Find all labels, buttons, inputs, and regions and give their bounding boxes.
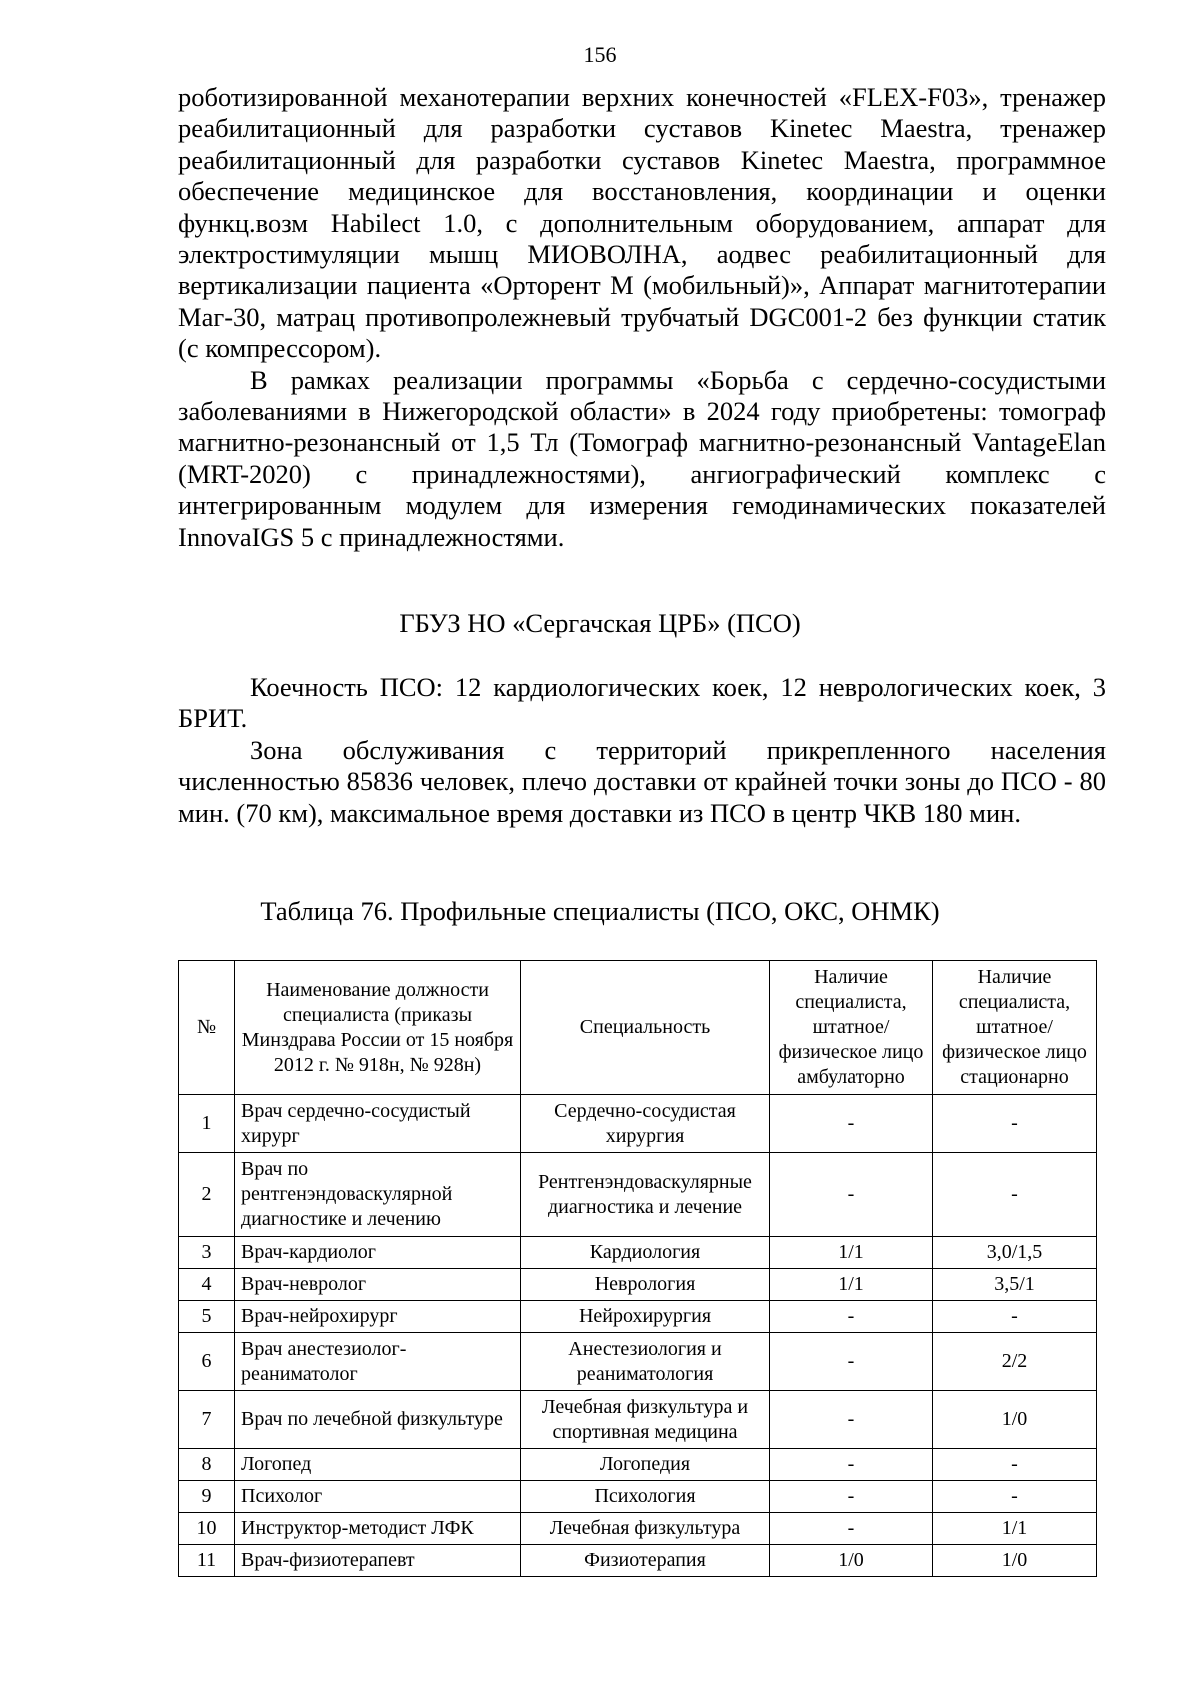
zone-paragraph: Зона обслуживания с территорий прикрепленного населения численностью 85836 человек, плечо доставки от крайней точки зоны до ПСО - 80 мин. (70 км), максимальное время доставки из ПСО в центр ЧКВ 180 мин.: [178, 734, 1106, 828]
row-outpatient: -: [770, 1513, 933, 1545]
intro-section: [178, 82, 1106, 553]
table-row: [179, 1153, 1097, 1237]
row-outpatient: -: [770, 1481, 933, 1513]
row-specialty: Рентгенэндоваскулярные диагностика и лечение: [521, 1153, 770, 1237]
row-position: Врач-невролог: [235, 1269, 521, 1301]
specialists-table: [178, 960, 1097, 1577]
row-position: Врач-физиотерапевт: [235, 1545, 521, 1577]
header-outpatient: Наличие специалиста, штатное/физическое лицо амбулаторно: [770, 961, 933, 1095]
row-position: Логопед: [235, 1449, 521, 1481]
table-header-row: [179, 961, 1097, 1095]
table-caption: Таблица 76. Профильные специалисты (ПСО, ОКС, ОНМК): [260, 896, 940, 926]
row-inpatient: 2/2: [933, 1333, 1097, 1391]
row-position: Врач-нейрохирург: [235, 1301, 521, 1333]
row-outpatient: -: [770, 1449, 933, 1481]
row-position: Инструктор-методист ЛФК: [235, 1513, 521, 1545]
row-outpatient: -: [770, 1333, 933, 1391]
row-specialty: Логопедия: [521, 1449, 770, 1481]
row-specialty: Физиотерапия: [521, 1545, 770, 1577]
row-specialty: Неврология: [521, 1269, 770, 1301]
row-inpatient: -: [933, 1481, 1097, 1513]
row-num: 1: [179, 1095, 235, 1153]
row-inpatient: -: [933, 1095, 1097, 1153]
row-position: Врач анестезиолог-реаниматолог: [235, 1333, 521, 1391]
table-row: [179, 1391, 1097, 1449]
row-outpatient: 1/0: [770, 1545, 933, 1577]
row-outpatient: 1/1: [770, 1269, 933, 1301]
row-num: 3: [179, 1237, 235, 1269]
table-row: [179, 1333, 1097, 1391]
header-specialty: Специальность: [521, 961, 770, 1095]
row-num: 7: [179, 1391, 235, 1449]
row-position: Психолог: [235, 1481, 521, 1513]
row-position: Врач-кардиолог: [235, 1237, 521, 1269]
row-inpatient: -: [933, 1449, 1097, 1481]
table-row: [179, 1269, 1097, 1301]
header-position: Наименование должности специалиста (приказы Минздрава России от 15 ноября 2012 г. № 918н, № 928н): [235, 961, 521, 1095]
org-info-section: [178, 672, 1106, 829]
org-heading: ГБУЗ НО «Сергачская ЦРБ» (ПСО): [399, 608, 801, 638]
row-outpatient: 1/1: [770, 1237, 933, 1269]
row-specialty: Лечебная физкультура: [521, 1513, 770, 1545]
page-number: 156: [583, 42, 617, 67]
table-row: [179, 1095, 1097, 1153]
row-inpatient: 1/0: [933, 1391, 1097, 1449]
row-num: 9: [179, 1481, 235, 1513]
row-inpatient: -: [933, 1153, 1097, 1237]
row-specialty: Сердечно-сосудистая хирургия: [521, 1095, 770, 1153]
program-paragraph: В рамках реализации программы «Борьба с сердечно-сосудистыми заболеваниями в Нижегородской области» в 2024 году приобретены: томограф магнитно-резонансный от 1,5 Тл (Томограф магнитно-резонансный VantageElan (MRT-2020) с принадлежностями), ангиографический комплекс с интегрированным модулем для измерения гемодинамических показателей InnovaIGS 5 с принадлежностями.: [178, 364, 1106, 552]
row-outpatient: -: [770, 1391, 933, 1449]
row-num: 11: [179, 1545, 235, 1577]
row-specialty: Психология: [521, 1481, 770, 1513]
table-row: [179, 1301, 1097, 1333]
row-position: Врач сердечно-сосудистый хирург: [235, 1095, 521, 1153]
intro-paragraph: роботизированной механотерапии верхних конечностей «FLEX-F03», тренажер реабилитационный для разработки суставов Kinetec Maestra, тренажер реабилитационный для разработки суставов Kinetec Maestra, программное обеспечение медицинское для восстановления, координации и оценки функц.возм Habilect 1.0, с дополнительным оборудованием, аппарат для электростимуляции мышц МИОВОЛНА, аодвес реабилитационный для вертикализации пациента «Орторент М (мобильный)», Аппарат магнитотерапии Маг-30, матрац противопролежневый трубчатый DGC001-2 без функции статик (с компрессором).: [178, 82, 1106, 364]
row-specialty: Анестезиология и реаниматология: [521, 1333, 770, 1391]
row-inpatient: 3,0/1,5: [933, 1237, 1097, 1269]
row-inpatient: 1/0: [933, 1545, 1097, 1577]
row-num: 2: [179, 1153, 235, 1237]
table-row: [179, 1449, 1097, 1481]
table-row: [179, 1513, 1097, 1545]
row-specialty: Лечебная физкультура и спортивная медицина: [521, 1391, 770, 1449]
row-position: Врач по рентгенэндоваскулярной диагностике и лечению: [235, 1153, 521, 1237]
row-num: 6: [179, 1333, 235, 1391]
row-inpatient: 1/1: [933, 1513, 1097, 1545]
row-inpatient: 3,5/1: [933, 1269, 1097, 1301]
row-num: 4: [179, 1269, 235, 1301]
row-outpatient: -: [770, 1153, 933, 1237]
header-num: №: [179, 961, 235, 1095]
row-num: 10: [179, 1513, 235, 1545]
row-inpatient: -: [933, 1301, 1097, 1333]
row-num: 8: [179, 1449, 235, 1481]
row-position: Врач по лечебной физкультуре: [235, 1391, 521, 1449]
row-outpatient: -: [770, 1095, 933, 1153]
table-row: [179, 1237, 1097, 1269]
table-row: [179, 1545, 1097, 1577]
table-row: [179, 1481, 1097, 1513]
row-specialty: Нейрохирургия: [521, 1301, 770, 1333]
row-specialty: Кардиология: [521, 1237, 770, 1269]
row-num: 5: [179, 1301, 235, 1333]
header-inpatient: Наличие специалиста, штатное/физическое лицо стационарно: [933, 961, 1097, 1095]
row-outpatient: -: [770, 1301, 933, 1333]
table-body: [179, 1095, 1097, 1577]
beds-paragraph: Коечность ПСО: 12 кардиологических коек, 12 неврологических коек, 3 БРИТ.: [178, 672, 1106, 734]
